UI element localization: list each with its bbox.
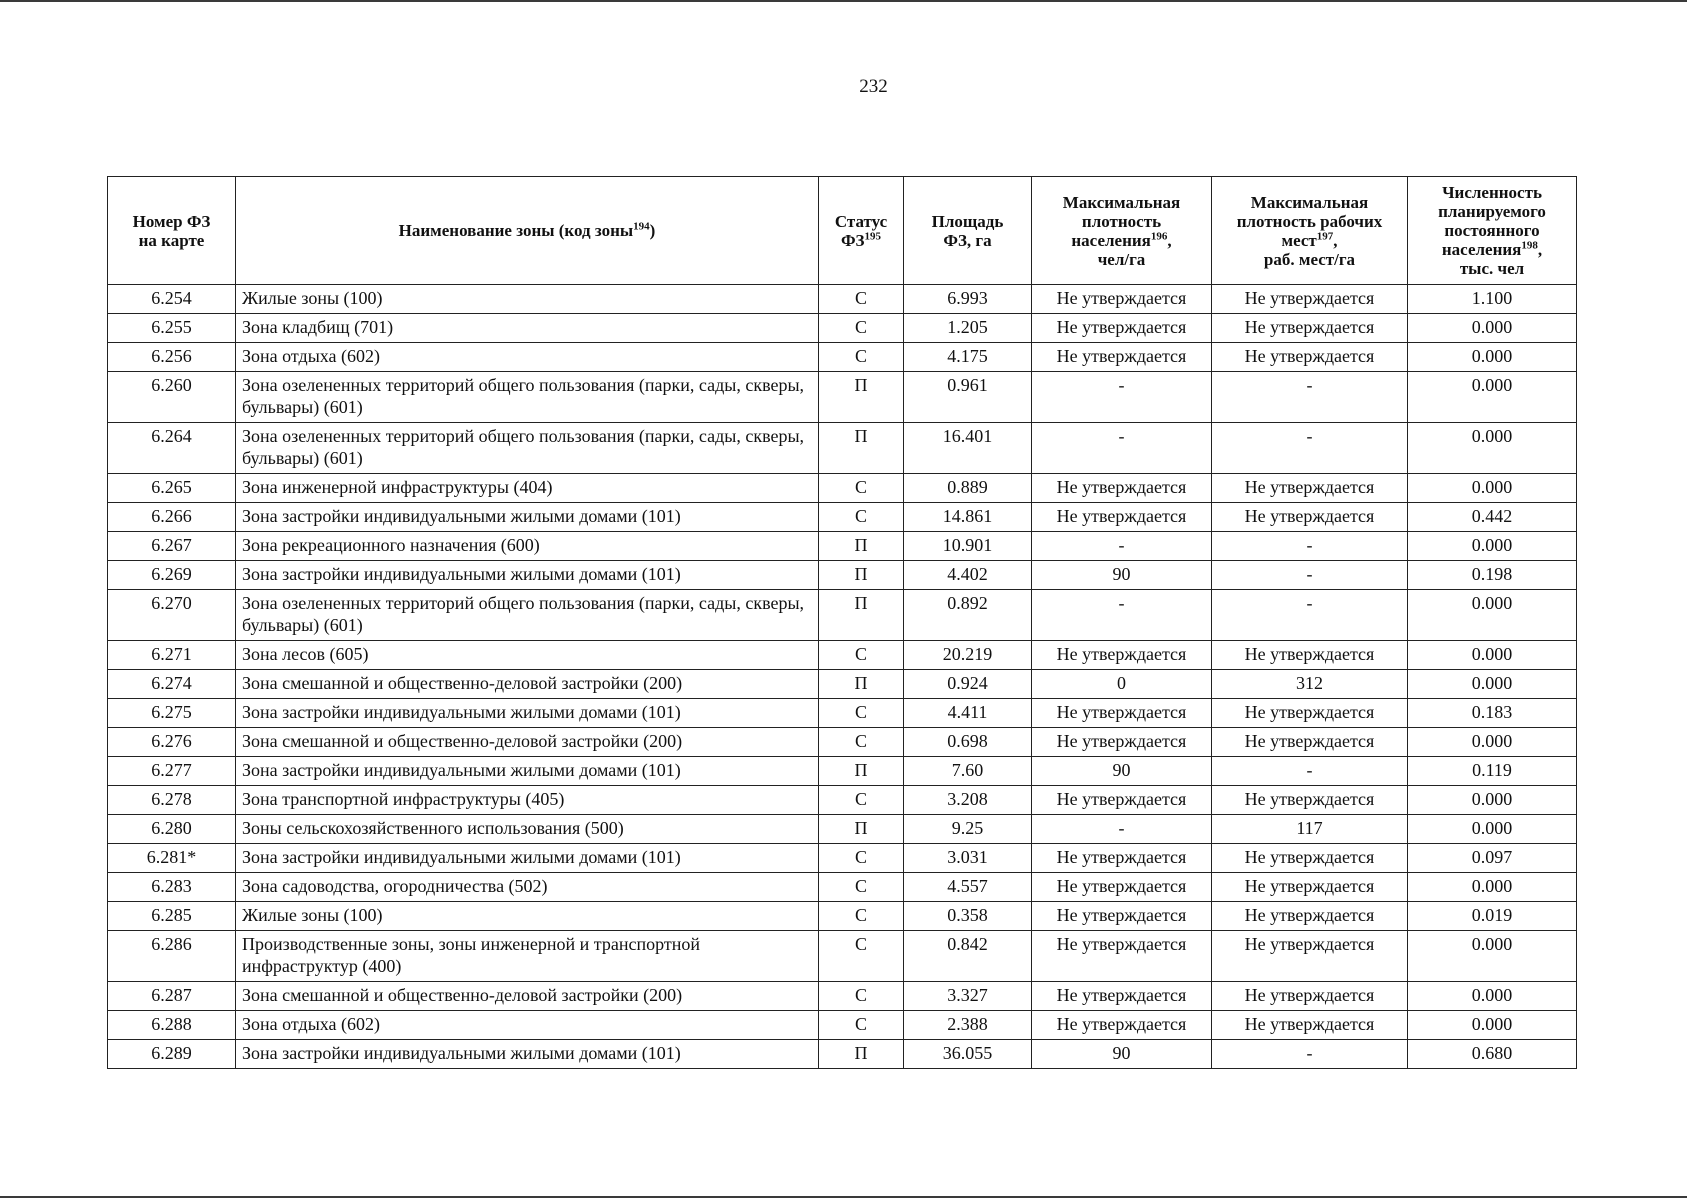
cell-zone-name: Зона смешанной и общественно-деловой застройки (200) (236, 670, 819, 699)
cell-population-density: Не утверждается (1032, 343, 1212, 372)
cell-planned-population: 0.019 (1408, 902, 1577, 931)
cell-zone-name: Зона транспортной инфраструктуры (405) (236, 786, 819, 815)
cell-planned-population: 0.000 (1408, 982, 1577, 1011)
cell-population-density: - (1032, 532, 1212, 561)
header-planned-population: Численность планируемого постоянного населения$^{198}$, тыс. чел (1408, 177, 1577, 285)
table-row (108, 757, 1577, 786)
cell-workplace-density: Не утверждается (1212, 902, 1408, 931)
cell-area: 14.861 (904, 503, 1032, 532)
cell-status: С (819, 285, 904, 314)
cell-zone-name: Зона садоводства, огородничества (502) (236, 873, 819, 902)
cell-zone-name: Зона застройки индивидуальными жилыми домами (101) (236, 561, 819, 590)
table-row (108, 503, 1577, 532)
header-population-density: Максимальная плотность населения$^{196}$, чел/га (1032, 177, 1212, 285)
cell-zone-number: 6.280 (108, 815, 236, 844)
cell-workplace-density: Не утверждается (1212, 474, 1408, 503)
cell-area: 16.401 (904, 423, 1032, 474)
cell-population-density: Не утверждается (1032, 844, 1212, 873)
cell-status: П (819, 815, 904, 844)
header-status: Статус ФЗ$^{195}$ (819, 177, 904, 285)
cell-population-density: Не утверждается (1032, 873, 1212, 902)
cell-population-density: Не утверждается (1032, 902, 1212, 931)
header-area: Площадь ФЗ, га (904, 177, 1032, 285)
table-row (108, 474, 1577, 503)
table-row (108, 532, 1577, 561)
header-zone-name: Наименование зоны (код зоны$^{194}$) (236, 177, 819, 285)
cell-population-density: Не утверждается (1032, 728, 1212, 757)
cell-workplace-density: - (1212, 757, 1408, 786)
cell-status: П (819, 757, 904, 786)
cell-zone-name: Зона озелененных территорий общего пользования (парки, сады, скверы, бульвары) (601) (236, 590, 819, 641)
cell-planned-population: 0.000 (1408, 786, 1577, 815)
cell-status: П (819, 372, 904, 423)
cell-area: 9.25 (904, 815, 1032, 844)
cell-population-density: Не утверждается (1032, 786, 1212, 815)
cell-workplace-density: Не утверждается (1212, 699, 1408, 728)
table-row (108, 1040, 1577, 1069)
cell-workplace-density: - (1212, 372, 1408, 423)
cell-planned-population: 0.000 (1408, 815, 1577, 844)
cell-zone-number: 6.270 (108, 590, 236, 641)
table-row (108, 902, 1577, 931)
cell-status: П (819, 561, 904, 590)
table-row (108, 285, 1577, 314)
cell-area: 4.557 (904, 873, 1032, 902)
cell-zone-name: Зона отдыха (602) (236, 343, 819, 372)
cell-area: 10.901 (904, 532, 1032, 561)
cell-planned-population: 0.000 (1408, 728, 1577, 757)
cell-population-density: - (1032, 423, 1212, 474)
cell-workplace-density: - (1212, 423, 1408, 474)
cell-workplace-density: Не утверждается (1212, 873, 1408, 902)
cell-area: 4.411 (904, 699, 1032, 728)
cell-population-density: Не утверждается (1032, 641, 1212, 670)
cell-zone-name: Зона застройки индивидуальными жилыми домами (101) (236, 757, 819, 786)
table-row (108, 982, 1577, 1011)
cell-planned-population: 0.680 (1408, 1040, 1577, 1069)
cell-zone-number: 6.265 (108, 474, 236, 503)
cell-zone-name: Производственные зоны, зоны инженерной и транспортной инфраструктур (400) (236, 931, 819, 982)
cell-zone-number: 6.287 (108, 982, 236, 1011)
cell-planned-population: 0.442 (1408, 503, 1577, 532)
cell-workplace-density: 312 (1212, 670, 1408, 699)
cell-workplace-density: Не утверждается (1212, 982, 1408, 1011)
cell-planned-population: 1.100 (1408, 285, 1577, 314)
cell-zone-number: 6.276 (108, 728, 236, 757)
cell-zone-name: Жилые зоны (100) (236, 285, 819, 314)
cell-zone-number: 6.255 (108, 314, 236, 343)
cell-population-density: - (1032, 590, 1212, 641)
cell-area: 20.219 (904, 641, 1032, 670)
cell-planned-population: 0.000 (1408, 931, 1577, 982)
cell-workplace-density: Не утверждается (1212, 641, 1408, 670)
cell-area: 4.402 (904, 561, 1032, 590)
table-row (108, 844, 1577, 873)
cell-population-density: Не утверждается (1032, 931, 1212, 982)
cell-zone-name: Зона озелененных территорий общего пользования (парки, сады, скверы, бульвары) (601) (236, 423, 819, 474)
cell-area: 7.60 (904, 757, 1032, 786)
cell-zone-number: 6.271 (108, 641, 236, 670)
cell-population-density: Не утверждается (1032, 1011, 1212, 1040)
table-row (108, 561, 1577, 590)
cell-zone-name: Зона озелененных территорий общего пользования (парки, сады, скверы, бульвары) (601) (236, 372, 819, 423)
cell-status: С (819, 786, 904, 815)
table-row (108, 590, 1577, 641)
cell-population-density: Не утверждается (1032, 314, 1212, 343)
cell-planned-population: 0.000 (1408, 590, 1577, 641)
cell-status: С (819, 314, 904, 343)
cell-area: 36.055 (904, 1040, 1032, 1069)
cell-zone-number: 6.269 (108, 561, 236, 590)
cell-workplace-density: Не утверждается (1212, 285, 1408, 314)
table-row (108, 670, 1577, 699)
cell-planned-population: 0.000 (1408, 314, 1577, 343)
cell-population-density: 90 (1032, 757, 1212, 786)
cell-planned-population: 0.000 (1408, 670, 1577, 699)
scan-edge-top (0, 0, 1687, 2)
table-row (108, 728, 1577, 757)
cell-workplace-density: - (1212, 1040, 1408, 1069)
cell-zone-number: 6.283 (108, 873, 236, 902)
cell-area: 2.388 (904, 1011, 1032, 1040)
cell-workplace-density: Не утверждается (1212, 786, 1408, 815)
cell-zone-number: 6.275 (108, 699, 236, 728)
cell-status: С (819, 1011, 904, 1040)
cell-zone-number: 6.277 (108, 757, 236, 786)
cell-status: С (819, 982, 904, 1011)
cell-planned-population: 0.198 (1408, 561, 1577, 590)
header-row (108, 177, 1577, 285)
header-workplace-density: Максимальная плотность рабочих мест$^{197}$, раб. мест/га (1212, 177, 1408, 285)
cell-zone-number: 6.267 (108, 532, 236, 561)
table-row (108, 815, 1577, 844)
cell-status: П (819, 670, 904, 699)
cell-zone-number: 6.285 (108, 902, 236, 931)
cell-zone-number: 6.288 (108, 1011, 236, 1040)
cell-area: 1.205 (904, 314, 1032, 343)
cell-zone-name: Зона отдыха (602) (236, 1011, 819, 1040)
cell-workplace-density: - (1212, 561, 1408, 590)
cell-zone-number: 6.254 (108, 285, 236, 314)
cell-status: П (819, 590, 904, 641)
cell-zone-number: 6.264 (108, 423, 236, 474)
cell-area: 0.924 (904, 670, 1032, 699)
cell-status: С (819, 902, 904, 931)
table-row (108, 1011, 1577, 1040)
cell-planned-population: 0.000 (1408, 343, 1577, 372)
cell-workplace-density: Не утверждается (1212, 314, 1408, 343)
cell-zone-name: Зона смешанной и общественно-деловой застройки (200) (236, 728, 819, 757)
cell-workplace-density: 117 (1212, 815, 1408, 844)
cell-planned-population: 0.097 (1408, 844, 1577, 873)
cell-status: С (819, 474, 904, 503)
zones-table (107, 176, 1577, 1069)
cell-area: 0.698 (904, 728, 1032, 757)
cell-planned-population: 0.000 (1408, 372, 1577, 423)
cell-workplace-density: Не утверждается (1212, 503, 1408, 532)
cell-zone-name: Зона лесов (605) (236, 641, 819, 670)
cell-population-density: - (1032, 372, 1212, 423)
cell-workplace-density: - (1212, 590, 1408, 641)
cell-planned-population: 0.000 (1408, 1011, 1577, 1040)
cell-zone-name: Зона смешанной и общественно-деловой застройки (200) (236, 982, 819, 1011)
cell-area: 0.842 (904, 931, 1032, 982)
cell-population-density: - (1032, 815, 1212, 844)
cell-area: 3.031 (904, 844, 1032, 873)
cell-workplace-density: - (1212, 532, 1408, 561)
cell-zone-number: 6.289 (108, 1040, 236, 1069)
cell-status: С (819, 728, 904, 757)
cell-zone-name: Зона застройки индивидуальными жилыми домами (101) (236, 844, 819, 873)
cell-status: С (819, 873, 904, 902)
cell-area: 0.358 (904, 902, 1032, 931)
cell-workplace-density: Не утверждается (1212, 1011, 1408, 1040)
cell-zone-name: Зона застройки индивидуальными жилыми домами (101) (236, 503, 819, 532)
cell-status: П (819, 532, 904, 561)
cell-planned-population: 0.000 (1408, 641, 1577, 670)
cell-population-density: Не утверждается (1032, 474, 1212, 503)
cell-population-density: 90 (1032, 561, 1212, 590)
table-row (108, 314, 1577, 343)
cell-area: 4.175 (904, 343, 1032, 372)
cell-status: С (819, 503, 904, 532)
cell-zone-name: Зона застройки индивидуальными жилыми домами (101) (236, 699, 819, 728)
cell-zone-name: Зоны сельскохозяйственного использования (500) (236, 815, 819, 844)
cell-zone-name: Жилые зоны (100) (236, 902, 819, 931)
table-row (108, 343, 1577, 372)
cell-zone-name: Зона рекреационного назначения (600) (236, 532, 819, 561)
cell-area: 3.208 (904, 786, 1032, 815)
page-number: 232 (859, 76, 888, 97)
cell-planned-population: 0.000 (1408, 873, 1577, 902)
cell-status: С (819, 343, 904, 372)
cell-planned-population: 0.000 (1408, 532, 1577, 561)
cell-planned-population: 0.119 (1408, 757, 1577, 786)
cell-zone-number: 6.278 (108, 786, 236, 815)
cell-zone-name: Зона инженерной инфраструктуры (404) (236, 474, 819, 503)
cell-zone-number: 6.274 (108, 670, 236, 699)
cell-area: 0.889 (904, 474, 1032, 503)
table-row (108, 786, 1577, 815)
cell-population-density: Не утверждается (1032, 503, 1212, 532)
table-row (108, 873, 1577, 902)
cell-planned-population: 0.183 (1408, 699, 1577, 728)
cell-workplace-density: Не утверждается (1212, 844, 1408, 873)
cell-zone-number: 6.281* (108, 844, 236, 873)
cell-area: 3.327 (904, 982, 1032, 1011)
cell-zone-name: Зона кладбищ (701) (236, 314, 819, 343)
table-row (108, 641, 1577, 670)
table-row (108, 423, 1577, 474)
cell-status: С (819, 699, 904, 728)
cell-population-density: Не утверждается (1032, 982, 1212, 1011)
cell-workplace-density: Не утверждается (1212, 728, 1408, 757)
cell-workplace-density: Не утверждается (1212, 931, 1408, 982)
header-zone-number: Номер ФЗ на карте (108, 177, 236, 285)
cell-zone-name: Зона застройки индивидуальными жилыми домами (101) (236, 1040, 819, 1069)
zones-table-body (108, 285, 1577, 1069)
table-row (108, 372, 1577, 423)
cell-planned-population: 0.000 (1408, 474, 1577, 503)
cell-zone-number: 6.256 (108, 343, 236, 372)
cell-planned-population: 0.000 (1408, 423, 1577, 474)
cell-area: 0.961 (904, 372, 1032, 423)
cell-status: С (819, 931, 904, 982)
cell-status: С (819, 641, 904, 670)
cell-zone-number: 6.286 (108, 931, 236, 982)
cell-status: П (819, 423, 904, 474)
table-row (108, 699, 1577, 728)
scan-edge-bottom (0, 1196, 1687, 1198)
cell-zone-number: 6.260 (108, 372, 236, 423)
cell-population-density: Не утверждается (1032, 285, 1212, 314)
cell-area: 6.993 (904, 285, 1032, 314)
cell-status: С (819, 844, 904, 873)
table-row (108, 931, 1577, 982)
cell-workplace-density: Не утверждается (1212, 343, 1408, 372)
cell-area: 0.892 (904, 590, 1032, 641)
cell-zone-number: 6.266 (108, 503, 236, 532)
cell-population-density: Не утверждается (1032, 699, 1212, 728)
cell-status: П (819, 1040, 904, 1069)
cell-population-density: 90 (1032, 1040, 1212, 1069)
cell-population-density: 0 (1032, 670, 1212, 699)
